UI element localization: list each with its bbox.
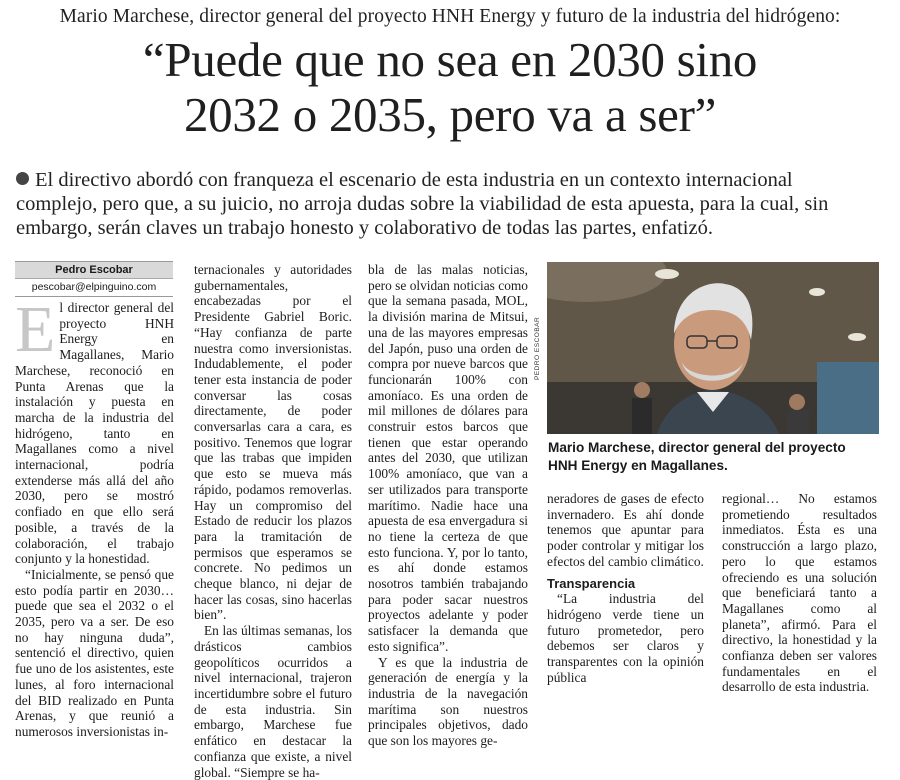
headline bbox=[0, 32, 900, 142]
paragraph: regional… No estamos prometiendo resultados inmediatos. Ésta es una construcción a largo plazo, pero lo que estamos ofreciendo es una solución que beneficiará tanto a Magallanes como al planeta”, afirmó. Para el directivo, la honestidad y la confianza deben ser valores fundamentales en el desarrollo de esta industria. bbox=[722, 491, 877, 695]
paragraph: Y es que la industria de generación de energía y la industria de la navegación marítima son nuestros principales objetivos, dado que son los mayores ge- bbox=[368, 654, 528, 749]
byline-author: Pedro Escobar bbox=[15, 262, 173, 279]
column-4 bbox=[547, 491, 704, 685]
photo-caption: Mario Marchese, director general del proyecto HNH Energy en Magallanes. bbox=[548, 440, 846, 473]
kicker: Mario Marchese, director general del proyecto HNH Energy y futuro de la industria del hidrógeno: bbox=[59, 6, 841, 27]
column-5 bbox=[722, 491, 877, 695]
photo-credit: PEDRO ESCOBAR bbox=[534, 316, 541, 380]
lede-text: El directivo abordó con franqueza el escenario de esta industria en un contexto internacional complejo, pero que, a su juicio, no arroja dudas sobre la viabilidad de esta apuesta, para la cual, sin embargo, serán claves un trabajo honesto y colaborativo de todas las partes, enfatizó. bbox=[16, 169, 829, 239]
column-3 bbox=[368, 262, 528, 749]
column-2 bbox=[194, 262, 352, 780]
portrait-illustration bbox=[547, 262, 879, 434]
paragraph: ternacionales y autoridades gubernamentales, encabezadas por el Presidente Gabriel Boric. “Hay confianza de parte nuestra como inversionistas. Indudablemente, el poder tener esta instancia de poder conversar las cosas directamente, de poder conversarlas cara a cara, es positivo. Tenemos que lograr que las trabas que impiden que esto se mueva más rápido, podamos removerlas. Hay un compromiso del Estado de reducir los plazos para la tramitación de permisos que esperamos se concrete. No pedimos un cheque blanco, ni dejar de hacer las cosas, sino hacerlas bien”. bbox=[194, 262, 352, 623]
portrait-photo bbox=[547, 262, 879, 434]
paragraph: neradores de gases de efecto invernadero. Es ahí donde tenemos que apuntar para poder controlar y mitigar los efectos del cambio climático. bbox=[547, 491, 704, 569]
bullet-icon bbox=[16, 172, 29, 185]
byline-email: pescobar@elpinguino.com bbox=[31, 281, 157, 293]
headline-line-2: 2032 o 2035, pero va a ser” bbox=[183, 87, 717, 142]
lede bbox=[16, 168, 876, 240]
paragraph: “La industria del hidrógeno verde tiene un futuro prometedor, pero debemos ser claros y transparentes con la opinión pública bbox=[547, 591, 704, 685]
paragraph: En las últimas semanas, los drásticos cambios geopolíticos ocurridos a nivel internacional, trajeron incertidumbre sobre el futuro de esta industria. Sin embargo, Marchese fue enfático en destacar la confianza que existe, a nivel global. “Siempre se ha- bbox=[194, 623, 352, 780]
headline-line-1: “Puede que no sea en 2030 sino bbox=[142, 32, 758, 87]
column-1 bbox=[15, 293, 174, 740]
paragraph: El director general del proyecto HNH Energy en Magallanes, Mario Marchese, reconoció en Punta Arenas que la instalación y puesta en marcha de la industria del hidrógeno, tanto en Magallanes como a nivel internacional, podría extenderse más allá del año 2030, pero se mostró confiado en que ello será posible, a través de la colaboración, el trabajo conjunto y la honestidad. bbox=[15, 293, 174, 567]
paragraph: “Inicialmente, se pensó que esto podía partir en 2030… puede que sea el 2032 o el 2035, pero va a ser. De eso no hay ninguna duda”, sentenció el directivo, quien fue uno de los asistentes, este lunes, al foro internacional del BID realizado en Punta Arenas, y que reunió a numerosos inversionistas in- bbox=[15, 566, 174, 739]
paragraph: bla de las malas noticias, pero se olvidan noticias como que la semana pasada, MOL, la división marina de Mitsui, una de las mayores empresas del Japón, puso una orden de compra por nueve barcos que funcionarán 100% con amoníaco. Es una orden de mil millones de dólares para construir estos barcos que tienen que estar operando antes del 2030, que utilizan 100% amoníaco, que van a ser utilizados para transporte marítimo. Nadie hace una apuesta de esa envergadura si no tiene la certeza de que esto funciona. Y, por lo tanto, es ahí donde estamos nosotros también trabajando para poder sacar nuestros proyectos adelante y poder satisfacer la demanda que esto significa”. bbox=[368, 262, 528, 654]
subhead: Transparencia bbox=[547, 575, 636, 591]
drop-cap: E bbox=[15, 293, 56, 366]
byline bbox=[15, 261, 173, 297]
